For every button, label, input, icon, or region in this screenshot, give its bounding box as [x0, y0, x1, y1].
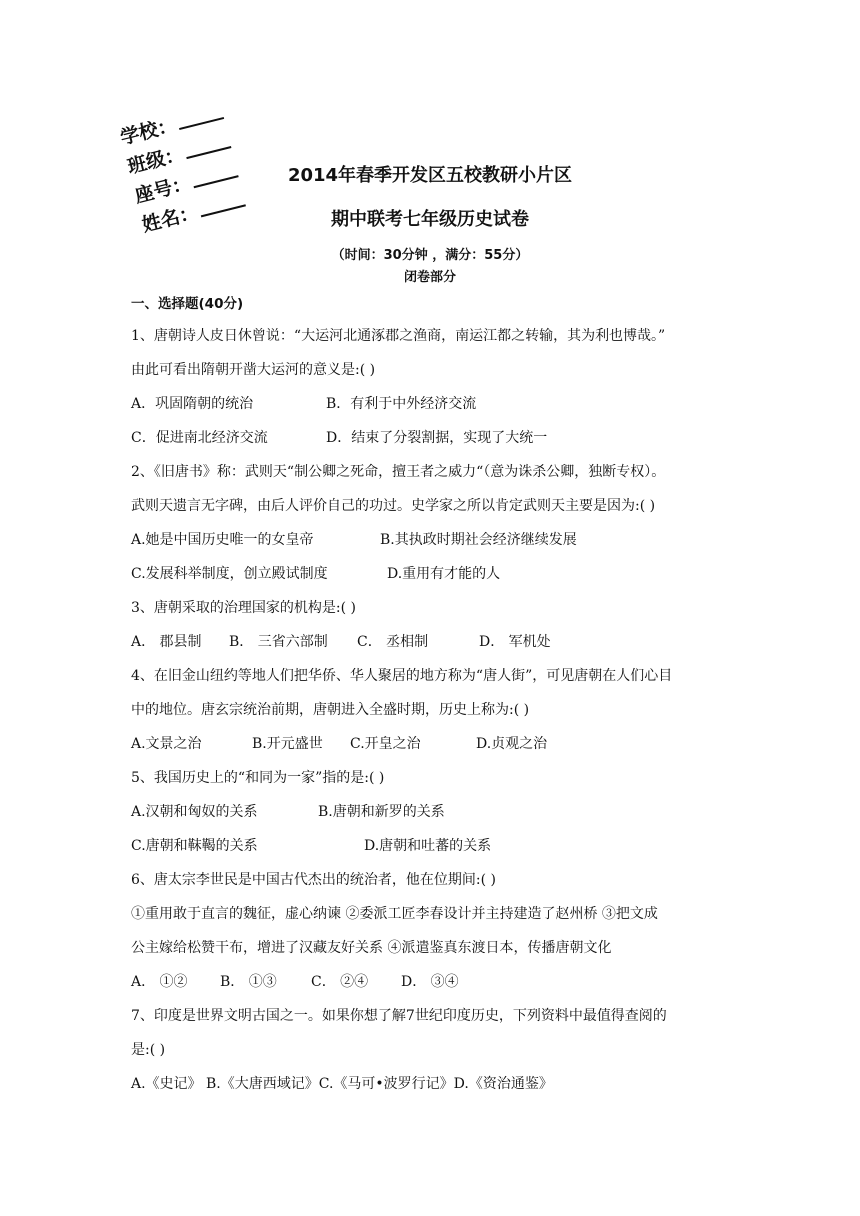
question-4-stem-1: 4、在旧金山纽约等地人们把华侨、华人聚居的地方称为“唐人街”，可见唐朝在人们心目	[131, 668, 673, 684]
exam-title-line1: 2014年春季开发区五校教研小片区	[287, 165, 573, 186]
question-6-option-d: D． ③④	[401, 974, 459, 990]
question-5-stem-1: 5、我国历史上的“和同为一家”指的是:( )	[131, 770, 385, 786]
question-6-option-a: A． ①②	[131, 974, 188, 990]
question-4-stem-2: 中的地位。唐玄宗统治前期，唐朝进入全盛时期，历史上称为:( )	[131, 702, 530, 718]
exam-title-line2: 期中联考七年级历史试卷	[331, 209, 529, 230]
closed-book-label: 闭卷部分	[403, 270, 456, 285]
question-4-option-c: C.开皇之治	[350, 736, 421, 752]
question-2-option-a: A.她是中国历史唯一的女皇帝	[131, 532, 314, 548]
question-5-option-d: D.唐朝和吐蕃的关系	[364, 838, 492, 854]
question-3-option-c: C． 丞相制	[357, 634, 429, 650]
question-1-stem-1: 1、唐朝诗人皮日休曾说：“大运河北通涿郡之渔商，南运江都之转输，其为利也博哉。”	[131, 328, 666, 344]
question-1-option-a: A．巩固隋朝的统治	[131, 396, 254, 412]
question-7-stem-2: 是:( )	[131, 1042, 166, 1058]
school-label: 学校：	[118, 113, 179, 150]
question-6-stem-1: 6、唐太宗李世民是中国古代杰出的统治者，他在位期间:( )	[131, 872, 496, 888]
question-4-option-d: D.贞观之治	[476, 736, 548, 752]
question-6-stem-2: ①重用敢于直言的魏征，虚心纳谏 ②委派工匠李春设计并主持建造了赵州桥 ③把文成	[131, 906, 658, 922]
question-7-stem-1: 7、印度是世界文明古国之一。如果你想了解7世纪印度历史，下列资料中最值得查阅的	[131, 1008, 667, 1024]
question-2-option-b: B.其执政时期社会经济继续发展	[380, 532, 577, 548]
question-3-option-b: B． 三省六部制	[229, 634, 328, 650]
question-5-option-a: A.汉朝和匈奴的关系	[131, 804, 258, 820]
question-1-option-d: D．结束了分裂割据，实现了大统一	[326, 430, 548, 446]
question-2-option-d: D.重用有才能的人	[387, 566, 501, 582]
question-3-option-d: D． 军机处	[479, 634, 551, 650]
class-label: 班级：	[125, 143, 187, 179]
question-4-option-a: A.文景之治	[131, 736, 202, 752]
question-1-option-b: B．有利于中外经济交流	[326, 396, 477, 412]
question-7-options: A.《史记》 B.《大唐西域记》C.《马可•波罗行记》D.《资治通鉴》	[131, 1076, 553, 1092]
question-6-option-b: B． ①③	[220, 974, 277, 990]
seat-label: 座号：	[132, 172, 194, 208]
name-label: 姓名：	[139, 201, 201, 237]
question-3-stem-1: 3、唐朝采取的治理国家的机构是:( )	[131, 600, 356, 616]
exam-time-info: （时间：30分钟 ，满分：55分）	[331, 248, 529, 263]
section-heading: 一、选择题(40分)	[131, 296, 244, 312]
question-6-option-c: C． ②④	[311, 974, 369, 990]
question-5-option-b: B.唐朝和新罗的关系	[318, 804, 445, 820]
question-4-option-b: B.开元盛世	[252, 736, 323, 752]
question-1-option-c: C．促进南北经济交流	[131, 430, 268, 446]
question-5-option-c: C.唐朝和靺鞨的关系	[131, 838, 258, 854]
question-3-option-a: A． 郡县制	[131, 634, 202, 650]
question-2-stem-1: 2、《旧唐书》称：武则天“制公卿之死命，擅王者之威力“（意为诛杀公卿，独断专权）。	[131, 464, 666, 480]
question-2-stem-2: 武则天遗言无字碑，由后人评价自己的功过。史学家之所以肯定武则天主要是因为:( )	[131, 498, 656, 514]
question-6-stem-3: 公主嫁给松赞干布，增进了汉藏友好关系 ④派遣鉴真东渡日本，传播唐朝文化	[131, 940, 612, 956]
question-2-option-c: C.发展科举制度，创立殿试制度	[131, 566, 328, 582]
question-1-stem-2: 由此可看出隋朝开凿大运河的意义是:( )	[131, 362, 376, 378]
